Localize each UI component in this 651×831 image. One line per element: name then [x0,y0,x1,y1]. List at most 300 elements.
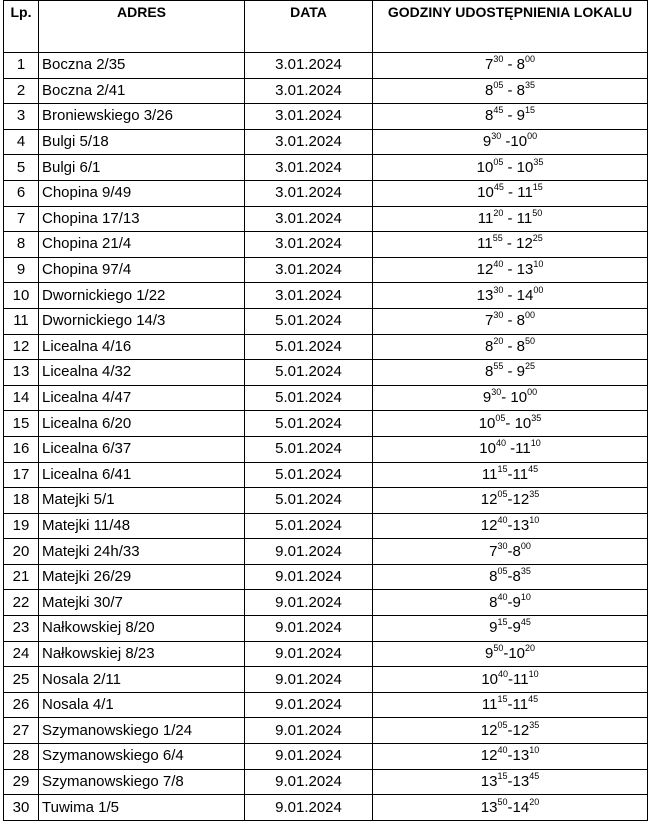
table-row [4,78,648,104]
start-hour: 12 [480,491,498,509]
table-row [4,180,648,206]
start-minute: 50 [497,796,508,807]
date-cell: 5.01.2024 [245,334,373,360]
date-cell: 9.01.2024 [245,564,373,590]
time-separator: - [503,209,517,227]
address-cell: Nosala 4/1 [39,692,245,718]
time-separator: - [503,107,517,125]
header-hours: GODZINY UDOSTĘPNIENIA LOKALU [373,1,648,53]
start-minute: 45 [493,182,504,193]
row-number: 6 [4,180,39,206]
hours-cell [373,308,648,334]
time-separator: - [503,644,509,662]
row-number: 11 [4,308,39,334]
start-hour: 10 [481,670,499,688]
start-hour: 12 [476,261,494,279]
time-separator: - [503,56,517,74]
start-hour: 10 [477,184,494,202]
start-hour: 8 [484,337,494,355]
end-minute: 10 [529,514,540,525]
end-minute: 35 [529,719,540,730]
header-address: ADRES [39,1,245,53]
address-cell: Chopina 21/4 [39,232,245,258]
date-cell: 9.01.2024 [245,616,373,642]
end-hour: 10 [510,133,528,151]
address-cell: Szymanowskiego 1/24 [39,718,245,744]
address-cell: Licealna 6/41 [39,462,245,488]
date-cell: 5.01.2024 [245,436,373,462]
hours-cell [373,411,648,437]
row-number: 30 [4,795,39,821]
end-hour: 8 [512,542,521,560]
end-minute: 45 [528,463,539,474]
hours-cell [373,641,648,667]
start-hour: 9 [482,389,492,407]
start-minute: 20 [493,207,504,218]
end-minute: 35 [533,156,544,167]
start-hour: 10 [478,414,496,432]
hours-cell [373,667,648,693]
end-minute: 35 [520,566,531,577]
start-minute: 15 [497,694,508,705]
row-number: 7 [4,206,39,232]
end-minute: 20 [525,642,536,653]
table-row [4,744,648,770]
end-minute: 35 [529,489,540,500]
end-minute: 50 [525,335,536,346]
address-cell: Bulgi 5/18 [39,129,245,155]
row-number: 9 [4,257,39,283]
time-separator: - [503,312,517,330]
date-cell: 9.01.2024 [245,718,373,744]
table-row [4,564,648,590]
end-hour: 8 [516,56,526,74]
start-hour: 7 [489,542,498,560]
date-cell: 3.01.2024 [245,104,373,130]
hours-cell [373,360,648,386]
start-minute: 45 [493,105,504,116]
hours-cell [373,692,648,718]
row-number: 27 [4,718,39,744]
row-number: 4 [4,129,39,155]
table-row [4,206,648,232]
start-hour: 10 [476,158,494,176]
start-hour: 11 [477,209,494,227]
start-minute: 30 [493,310,504,321]
date-cell: 3.01.2024 [245,180,373,206]
row-number: 14 [4,385,39,411]
address-cell: Chopina 17/13 [39,206,245,232]
start-minute: 15 [497,463,508,474]
row-number: 18 [4,488,39,514]
table-row [4,667,648,693]
hours-cell [373,718,648,744]
address-cell: Matejki 24h/33 [39,539,245,565]
table-row [4,641,648,667]
start-hour: 8 [484,107,494,125]
start-hour: 8 [484,363,494,381]
end-minute: 00 [525,54,536,65]
end-hour: 13 [512,516,530,534]
row-number: 2 [4,78,39,104]
address-cell: Chopina 9/49 [39,180,245,206]
time-separator: - [507,696,513,714]
end-hour: 11 [517,184,533,202]
end-hour: 14 [512,798,530,816]
end-minute: 50 [532,207,543,218]
table-row [4,53,648,79]
address-cell: Licealna 4/47 [39,385,245,411]
start-minute: 50 [493,642,504,653]
start-hour: 13 [480,772,498,790]
start-hour: 13 [476,286,494,304]
date-cell: 5.01.2024 [245,360,373,386]
date-cell: 9.01.2024 [245,769,373,795]
end-minute: 10 [520,591,531,602]
time-separator: - [507,619,513,637]
end-minute: 15 [525,105,536,116]
date-cell: 9.01.2024 [245,641,373,667]
table-row [4,411,648,437]
start-minute: 05 [497,566,508,577]
start-minute: 05 [493,79,504,90]
start-minute: 30 [497,540,508,551]
end-hour: 10 [514,414,532,432]
start-minute: 05 [497,719,508,730]
time-separator: - [503,81,517,99]
hours-cell [373,104,648,130]
end-hour: 13 [512,747,530,765]
start-minute: 05 [493,156,504,167]
address-cell: Broniewskiego 3/26 [39,104,245,130]
end-hour: 9 [516,107,526,125]
end-hour: 14 [516,286,534,304]
start-hour: 11 [481,465,498,483]
end-minute: 45 [529,770,540,781]
start-minute: 40 [497,745,508,756]
end-hour: 13 [512,772,530,790]
start-minute: 30 [491,131,502,142]
hours-cell [373,53,648,79]
time-separator: - [507,721,513,739]
time-separator: - [505,440,516,458]
row-number: 13 [4,360,39,386]
time-separator: - [507,772,513,790]
date-cell: 5.01.2024 [245,411,373,437]
date-cell: 3.01.2024 [245,283,373,309]
table-row [4,718,648,744]
date-cell: 9.01.2024 [245,539,373,565]
date-cell: 3.01.2024 [245,257,373,283]
time-separator: - [507,593,513,611]
end-hour: 10 [508,644,526,662]
time-separator: - [503,261,517,279]
start-hour: 10 [479,440,496,458]
end-minute: 10 [533,259,544,270]
hours-cell [373,129,648,155]
end-minute: 00 [527,131,538,142]
schedule-table [3,0,648,821]
end-hour: 11 [516,209,533,227]
address-cell: Matejki 30/7 [39,590,245,616]
end-minute: 10 [530,438,541,449]
table-row [4,155,648,181]
row-number: 21 [4,564,39,590]
start-minute: 40 [493,259,504,270]
row-number: 10 [4,283,39,309]
end-hour: 10 [516,158,534,176]
start-minute: 40 [497,514,508,525]
row-number: 23 [4,616,39,642]
address-cell: Boczna 2/35 [39,53,245,79]
date-cell: 5.01.2024 [245,513,373,539]
end-hour: 9 [512,619,521,637]
address-cell: Dwornickiego 1/22 [39,283,245,309]
table-row [4,436,648,462]
row-number: 8 [4,232,39,258]
end-hour: 12 [512,491,530,509]
end-hour: 11 [513,670,529,688]
start-hour: 9 [482,133,492,151]
start-minute: 15 [497,617,508,628]
address-cell: Matejki 5/1 [39,488,245,514]
start-hour: 7 [484,312,494,330]
end-minute: 20 [529,796,540,807]
table-row [4,539,648,565]
table-row [4,488,648,514]
header-lp: Lp. [4,1,39,53]
row-number: 1 [4,53,39,79]
start-hour: 12 [480,721,498,739]
start-hour: 12 [480,747,498,765]
table-row [4,334,648,360]
start-hour: 7 [484,56,494,74]
header-row [4,1,648,53]
table-row [4,104,648,130]
start-hour: 11 [477,235,493,253]
table-body [4,53,648,821]
end-minute: 00 [527,387,538,398]
end-minute: 10 [529,745,540,756]
end-hour: 8 [516,81,526,99]
row-number: 28 [4,744,39,770]
end-hour: 12 [516,235,533,253]
time-separator: - [503,184,518,202]
hours-cell [373,232,648,258]
hours-cell [373,513,648,539]
end-minute: 25 [532,233,543,244]
date-cell: 3.01.2024 [245,78,373,104]
end-minute: 15 [532,182,543,193]
end-hour: 9 [516,363,526,381]
hours-cell [373,488,648,514]
row-number: 25 [4,667,39,693]
date-cell: 3.01.2024 [245,155,373,181]
end-minute: 35 [531,412,542,423]
end-hour: 13 [516,261,534,279]
hours-cell [373,795,648,821]
time-separator: - [503,158,517,176]
end-hour: 8 [516,312,526,330]
start-hour: 11 [481,696,498,714]
end-hour: 10 [510,389,528,407]
date-cell: 9.01.2024 [245,692,373,718]
end-minute: 45 [520,617,531,628]
time-separator: - [503,286,517,304]
date-cell: 3.01.2024 [245,129,373,155]
address-cell: Licealna 6/20 [39,411,245,437]
row-number: 22 [4,590,39,616]
hours-cell [373,180,648,206]
time-separator: - [507,516,513,534]
hours-cell [373,334,648,360]
end-minute: 35 [525,79,536,90]
table-row [4,283,648,309]
date-cell: 5.01.2024 [245,462,373,488]
start-minute: 55 [493,361,504,372]
hours-cell [373,564,648,590]
address-cell: Nałkowskiej 8/23 [39,641,245,667]
time-separator: - [507,465,513,483]
row-number: 26 [4,692,39,718]
date-cell: 9.01.2024 [245,795,373,821]
address-cell: Nosala 2/11 [39,667,245,693]
start-minute: 05 [497,489,508,500]
table-row [4,360,648,386]
row-number: 5 [4,155,39,181]
address-cell: Szymanowskiego 7/8 [39,769,245,795]
address-cell: Chopina 97/4 [39,257,245,283]
address-cell: Licealna 4/32 [39,360,245,386]
end-minute: 00 [520,540,531,551]
row-number: 3 [4,104,39,130]
table-row [4,462,648,488]
date-cell: 5.01.2024 [245,488,373,514]
start-minute: 20 [493,335,504,346]
time-separator: - [507,491,513,509]
time-separator: - [507,798,513,816]
date-cell: 3.01.2024 [245,53,373,79]
table-row [4,257,648,283]
start-hour: 8 [489,568,498,586]
header-date: DATA [245,1,373,53]
hours-cell [373,257,648,283]
start-minute: 30 [493,284,504,295]
end-minute: 00 [525,310,536,321]
hours-cell [373,155,648,181]
date-cell: 9.01.2024 [245,590,373,616]
table-row [4,590,648,616]
address-cell: Dwornickiego 14/3 [39,308,245,334]
table-row [4,513,648,539]
end-hour: 8 [516,337,526,355]
hours-cell [373,385,648,411]
address-cell: Boczna 2/41 [39,78,245,104]
end-minute: 25 [525,361,536,372]
start-minute: 30 [491,387,502,398]
time-separator: - [508,670,514,688]
end-hour: 11 [512,465,529,483]
hours-cell [373,462,648,488]
table-row [4,769,648,795]
row-number: 29 [4,769,39,795]
row-number: 17 [4,462,39,488]
end-hour: 12 [512,721,530,739]
address-cell: Matejki 26/29 [39,564,245,590]
hours-cell [373,616,648,642]
time-separator: - [501,133,511,151]
start-hour: 9 [489,619,498,637]
table-row [4,232,648,258]
start-minute: 40 [497,591,508,602]
hours-cell [373,283,648,309]
start-hour: 12 [480,516,498,534]
end-hour: 9 [512,593,521,611]
table-row [4,692,648,718]
start-hour: 13 [480,798,498,816]
time-separator: - [501,389,511,407]
row-number: 16 [4,436,39,462]
end-hour: 11 [512,696,529,714]
hours-cell [373,539,648,565]
table-row [4,795,648,821]
time-separator: - [505,414,515,432]
hours-cell [373,744,648,770]
hours-cell [373,78,648,104]
row-number: 19 [4,513,39,539]
table-row [4,129,648,155]
row-number: 20 [4,539,39,565]
start-minute: 30 [493,54,504,65]
hours-cell [373,206,648,232]
date-cell: 3.01.2024 [245,206,373,232]
end-minute: 10 [528,668,539,679]
time-separator: - [507,747,513,765]
hours-cell [373,436,648,462]
address-cell: Matejki 11/48 [39,513,245,539]
start-minute: 05 [495,412,506,423]
row-number: 24 [4,641,39,667]
time-separator: - [507,568,513,586]
end-minute: 00 [533,284,544,295]
table-row [4,308,648,334]
time-separator: - [503,363,517,381]
table-row [4,385,648,411]
address-cell: Bulgi 6/1 [39,155,245,181]
date-cell: 5.01.2024 [245,385,373,411]
address-cell: Nałkowskiej 8/20 [39,616,245,642]
start-minute: 40 [495,438,506,449]
date-cell: 9.01.2024 [245,744,373,770]
row-number: 15 [4,411,39,437]
hours-cell [373,769,648,795]
address-cell: Licealna 6/37 [39,436,245,462]
start-hour: 8 [484,81,494,99]
end-hour: 8 [512,568,521,586]
address-cell: Szymanowskiego 6/4 [39,744,245,770]
date-cell: 5.01.2024 [245,308,373,334]
row-number: 12 [4,334,39,360]
start-minute: 55 [492,233,503,244]
address-cell: Tuwima 1/5 [39,795,245,821]
start-hour: 8 [489,593,498,611]
table-row [4,616,648,642]
end-minute: 45 [528,694,539,705]
time-separator: - [503,337,517,355]
address-cell: Licealna 4/16 [39,334,245,360]
time-separator: - [502,235,517,253]
hours-cell [373,590,648,616]
